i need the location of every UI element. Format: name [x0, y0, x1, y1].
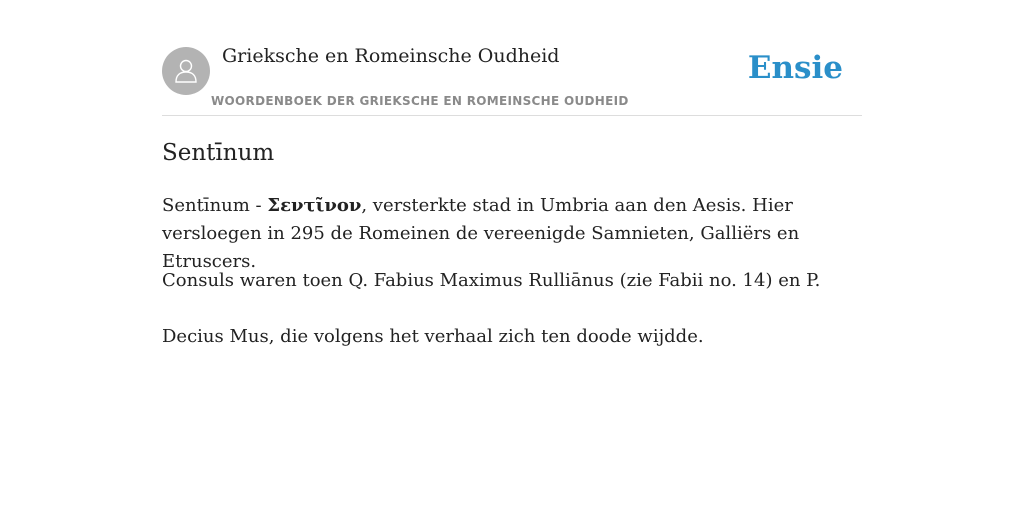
header [162, 0, 862, 116]
page-container [162, 0, 862, 347]
entry-paragraph-2: Consuls waren toen Q. Fabius Maximus Rulliānus (zie Fabii no. 14) en P. [162, 270, 821, 291]
entry-paragraph-3: Decius Mus, die volgens het verhaal zich ten doode wijdde. [162, 326, 704, 347]
entry-separator: - [249, 195, 268, 216]
source-avatar[interactable] [162, 47, 210, 95]
source-title[interactable]: Grieksche en Romeinsche Oudheid [222, 45, 560, 67]
brand-logo[interactable]: Ensie [747, 50, 843, 86]
entry-term: Sentīnum [162, 195, 250, 216]
source-subtitle[interactable]: WOORDENBOEK DER GRIEKSCHE EN ROMEINSCHE OUDHEID [211, 94, 629, 108]
greek-term: Σεντῖνον [267, 195, 362, 216]
user-icon [172, 57, 200, 85]
entry-title: Sentīnum [162, 140, 275, 166]
entry-definition: , versterkte stad in Umbria aan den Aesis. Hier versloegen in 295 de Romeinen de vereenigde Samnieten, Galliërs en Etruscers. [162, 195, 800, 272]
entry-paragraph-1 [162, 192, 862, 276]
